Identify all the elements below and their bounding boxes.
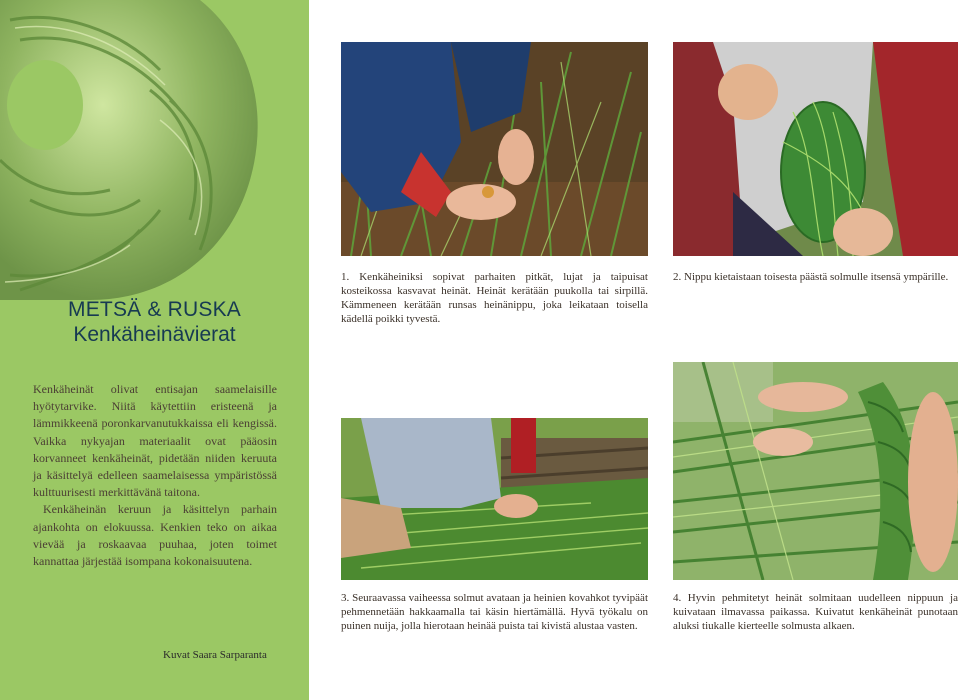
title-block bbox=[0, 298, 309, 347]
photo-softening-grass bbox=[341, 418, 648, 580]
grass-wreath-illustration bbox=[0, 0, 270, 300]
page-title: METSÄ & RUSKA bbox=[68, 298, 241, 321]
intro-text bbox=[33, 381, 277, 570]
photo-knotting-bundle bbox=[673, 42, 958, 256]
intro-paragraph-1: Kenkäheinät olivat entisajan saamelaisille hyötytarvike. Niitä käytettiin eristeenä ja lämmikkeenä poronkarvanutukkaissa eli kengissä. Vaikka nykyajan materiaalit ovat pääosin korvanneet kenkäheinät, pidetään niiden keruuta ja käsittelyä edelleen saamelaisessa ympäristössä kulttuurisesti merkittävänä taitona. bbox=[33, 382, 277, 500]
caption-step-3: 3. Seuraavassa vaiheessa solmut avataan ja heinien kovahkot tyvipäät pehmennetään hakkaamalla tai käsin hiertämällä. Hyvä työkalu on puinen nuija, jolla hierotaan heinää puista tai kivistä alustaa vasten. bbox=[341, 592, 648, 632]
photo-twisting-bundle bbox=[673, 362, 958, 580]
photo-credit: Kuvat Saara Sarparanta bbox=[163, 649, 267, 661]
page-subtitle: Kenkäheinävierat bbox=[73, 323, 236, 346]
caption-step-1: 1. Kenkäheiniksi sopivat parhaiten pitkät, lujat ja taipuisat kosteikossa kasvavat heinät. Heinät kerätään puukolla tai sirpillä. Kämmeneen kerätään runsas heinänippu, joka leikataan toisella kädellä poikki tyvestä. bbox=[341, 271, 648, 325]
caption-step-2: 2. Nippu kietaistaan toisesta päästä solmulle itsensä ympärille. bbox=[673, 271, 949, 283]
intro-paragraph-2: Kenkäheinän keruun ja käsittelyn parhain ajankohta on elokuussa. Kenkien teko on aikaa vievää ja roskaavaa puuhaa, joten toimet kannattaa järjestää isompana kokonaisuutena. bbox=[33, 502, 277, 569]
sidebar bbox=[0, 0, 309, 700]
photo-cutting-grass bbox=[341, 42, 648, 256]
caption-step-4: 4. Hyvin pehmitetyt heinät solmitaan uudelleen nippuun ja kuivataan ilmavassa paikassa. Kuivatut kenkäheinät punotaan aluksi tiukalle kierteelle solmusta alkaen. bbox=[673, 592, 958, 632]
